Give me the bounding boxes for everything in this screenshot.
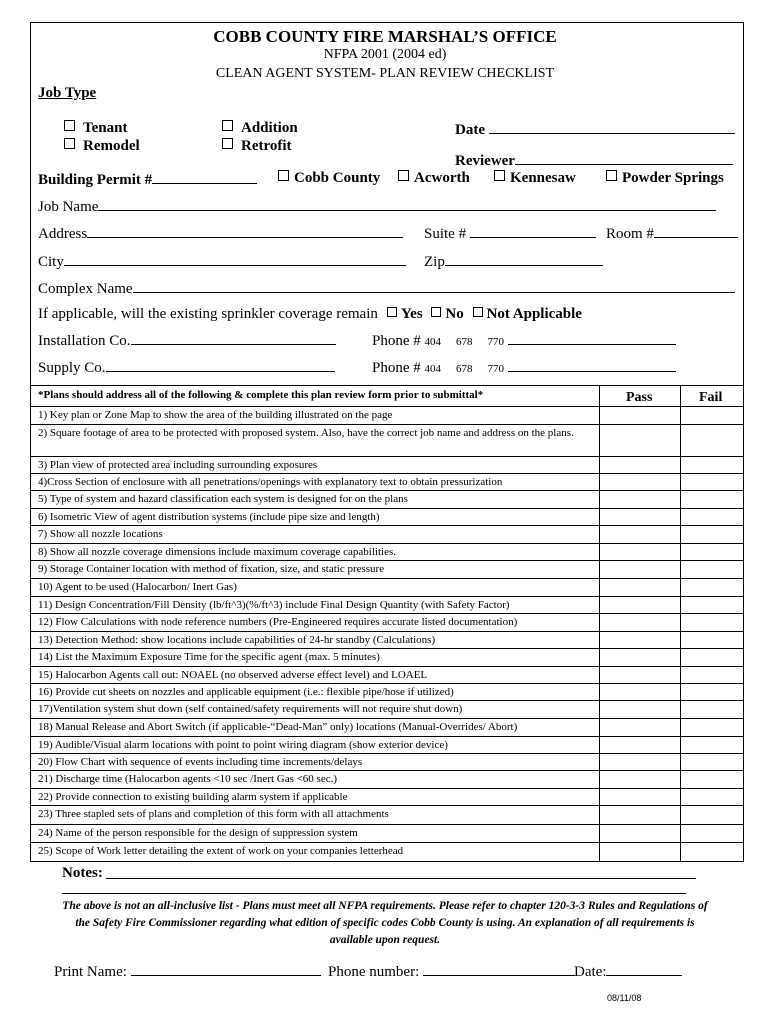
pass-cell[interactable] xyxy=(600,425,680,456)
checklist-item: 11) Design Concentration/Fill Density (lb/ft^3)(%/ft^3) include Final Design Quantity (with Safety Factor) xyxy=(38,599,510,611)
checklist-item: 16) Provide cut sheets on nozzles and applicable equipment (i.e.: flexible pipe/hose if utilized) xyxy=(38,686,454,698)
checkbox-icon xyxy=(222,120,233,131)
checklist-item: 14) List the Maximum Exposure Time for the specific agent (max. 5 minutes) xyxy=(38,651,380,663)
checklist-item: 17)Ventilation system shut down (self contained/safety requirements will not require shut down) xyxy=(38,703,463,715)
checklist-item: 13) Detection Method: show locations include capabilities of 24-hr standby (Calculations) xyxy=(38,634,436,646)
pass-cell[interactable] xyxy=(600,614,680,631)
complex-name-field[interactable]: Complex Name xyxy=(38,279,735,298)
jurisdiction-acworth[interactable]: Acworth xyxy=(398,170,470,187)
checklist-item: 24) Name of the person responsible for the design of suppression system xyxy=(38,827,358,839)
sprinkler-question: If applicable, will the existing sprinkler coverage remain xyxy=(38,306,378,322)
installation-co-field[interactable]: Installation Co. xyxy=(38,331,336,350)
pass-cell[interactable] xyxy=(600,474,680,490)
checkbox-icon xyxy=(222,138,233,149)
notes-line-1[interactable] xyxy=(106,878,696,879)
fail-cell[interactable] xyxy=(681,491,743,508)
fail-cell[interactable] xyxy=(681,684,743,700)
zip-field[interactable]: Zip xyxy=(424,252,603,271)
checklist-item: 7) Show all nozzle locations xyxy=(38,528,163,540)
pass-cell[interactable] xyxy=(600,719,680,736)
pass-cell[interactable] xyxy=(600,843,680,862)
checklist-item: 19) Audible/Visual alarm locations with point to point wiring diagram (show exterior device) xyxy=(38,739,448,751)
fail-cell[interactable] xyxy=(681,425,743,456)
pass-cell[interactable] xyxy=(600,684,680,700)
sprinkler-option-not-applicable[interactable]: Not Applicable xyxy=(468,306,582,322)
jurisdiction-cobb-county[interactable]: Cobb County xyxy=(278,170,380,187)
checkbox-icon xyxy=(606,170,617,181)
fail-cell[interactable] xyxy=(681,474,743,490)
fail-cell[interactable] xyxy=(681,457,743,473)
pass-cell[interactable] xyxy=(600,597,680,613)
pass-cell[interactable] xyxy=(600,825,680,842)
checklist-item: 4)Cross Section of enclosure with all penetrations/openings with explanatory text to obtain pressurization xyxy=(38,476,503,488)
checkbox-icon xyxy=(431,307,441,317)
fail-cell[interactable] xyxy=(681,754,743,770)
room-field[interactable]: Room # xyxy=(606,224,738,243)
pass-cell[interactable] xyxy=(600,457,680,473)
checkbox-icon xyxy=(398,170,409,181)
checklist-item: 2) Square footage of area to be protected with proposed system. Also, have the correct job name and address on the plans. xyxy=(38,427,574,439)
pass-cell[interactable] xyxy=(600,649,680,666)
pass-cell[interactable] xyxy=(600,789,680,805)
pass-cell[interactable] xyxy=(600,667,680,683)
pass-cell[interactable] xyxy=(600,754,680,770)
fail-cell[interactable] xyxy=(681,544,743,560)
revision-date: 08/11/08 xyxy=(607,993,642,1003)
fail-cell[interactable] xyxy=(681,407,743,424)
fail-cell[interactable] xyxy=(681,597,743,613)
supply-co-field[interactable]: Supply Co. xyxy=(38,358,335,377)
fail-cell[interactable] xyxy=(681,843,743,862)
fail-cell[interactable] xyxy=(681,526,743,543)
checklist-item: 12) Flow Calculations with node reference numbers (Pre-Engineered requires accurate listed documentation) xyxy=(38,616,518,628)
pass-cell[interactable] xyxy=(600,407,680,424)
checklist-item: 10) Agent to be used (Halocarbon/ Inert Gas) xyxy=(38,581,237,593)
fail-column-header: Fail xyxy=(699,390,723,405)
disclaimer: The above is not an all-inclusive list - Plans must meet all NFPA requirements. Please refer to chapter 120-3-3 Rules and Regulations of the Safety Fire Commissioner regarding what edition of specific codes Cobb County is using. An explanation of all requirements is available upon request. xyxy=(62,900,708,946)
address-field[interactable]: Address xyxy=(38,224,403,243)
pass-cell[interactable] xyxy=(600,509,680,525)
job-type-addition[interactable]: Addition xyxy=(222,120,298,137)
supply-phone-field[interactable]: Phone # 404 678 770 xyxy=(372,358,676,377)
fail-cell[interactable] xyxy=(681,737,743,753)
checklist-item: 18) Manual Release and Abort Switch (if applicable-“Dead-Man” only) locations (Manual-Overrides/ Abort) xyxy=(38,721,518,733)
checkbox-icon xyxy=(64,120,75,131)
fail-cell[interactable] xyxy=(681,579,743,596)
fail-cell[interactable] xyxy=(681,701,743,718)
checkbox-icon xyxy=(473,307,483,317)
fail-cell[interactable] xyxy=(681,667,743,683)
checklist-item: 23) Three stapled sets of plans and completion of this form with all attachments xyxy=(38,808,389,820)
job-type-label: Job Type xyxy=(38,85,97,101)
date-field[interactable]: Date xyxy=(455,120,735,139)
checklist-item: 20) Flow Chart with sequence of events including time increments/delays xyxy=(38,756,363,768)
suite-field[interactable]: Suite # xyxy=(424,224,596,243)
pass-cell[interactable] xyxy=(600,737,680,753)
checklist-item: 6) Isometric View of agent distribution systems (include pipe size and length) xyxy=(38,511,380,523)
checklist-header: *Plans should address all of the following & complete this plan review form prior to submittal* xyxy=(38,389,484,401)
checklist-item: 21) Discharge time (Halocarbon agents <10 sec /Inert Gas <60 sec.) xyxy=(38,773,338,785)
fail-cell[interactable] xyxy=(681,771,743,788)
pass-cell[interactable] xyxy=(600,579,680,596)
fail-cell[interactable] xyxy=(681,649,743,666)
office-title: COBB COUNTY FIRE MARSHAL’S OFFICE xyxy=(213,27,557,46)
city-field[interactable]: City xyxy=(38,252,406,271)
standard-reference: NFPA 2001 (2004 ed) xyxy=(323,47,447,62)
job-type-tenant[interactable]: Tenant xyxy=(64,120,127,137)
sprinkler-options xyxy=(382,306,582,323)
fail-cell[interactable] xyxy=(681,806,743,824)
pass-cell[interactable] xyxy=(600,632,680,648)
pass-cell[interactable] xyxy=(600,526,680,543)
fail-cell[interactable] xyxy=(681,561,743,578)
installation-phone-field[interactable]: Phone # 404 678 770 xyxy=(372,331,676,350)
sprinkler-option-no[interactable]: No xyxy=(426,306,463,322)
checklist-item: 15) Halocarbon Agents call out: NOAEL (no observed adverse effect level) and LOAEL xyxy=(38,669,428,681)
reviewer-field[interactable]: Reviewer xyxy=(455,151,733,170)
building-permit-field[interactable]: Building Permit # xyxy=(38,170,257,189)
notes-line-2[interactable] xyxy=(62,893,686,894)
print-name-field[interactable]: Print Name: xyxy=(54,962,321,981)
checklist-item: 3) Plan view of protected area including surrounding exposures xyxy=(38,459,318,471)
checkbox-icon xyxy=(387,307,397,317)
fail-cell[interactable] xyxy=(681,509,743,525)
pass-cell[interactable] xyxy=(600,806,680,824)
footer-date-field[interactable]: Date: xyxy=(574,962,682,981)
fail-cell[interactable] xyxy=(681,789,743,805)
phone-number-field[interactable]: Phone number: xyxy=(328,962,575,981)
checkbox-icon xyxy=(494,170,505,181)
checklist-item: 25) Scope of Work letter detailing the extent of work on your companies letterhead xyxy=(38,845,404,857)
checklist-item: 5) Type of system and hazard classification each system is designed for on the plans xyxy=(38,493,408,505)
job-type-retrofit[interactable]: Retrofit xyxy=(222,138,292,155)
fail-cell[interactable] xyxy=(681,632,743,648)
pass-cell[interactable] xyxy=(600,701,680,718)
form-title: CLEAN AGENT SYSTEM- PLAN REVIEW CHECKLIST xyxy=(215,66,555,81)
pass-cell[interactable] xyxy=(600,491,680,508)
job-type-remodel[interactable]: Remodel xyxy=(64,138,140,155)
jurisdiction-kennesaw[interactable]: Kennesaw xyxy=(494,170,576,187)
notes-label: Notes: xyxy=(62,865,103,881)
checkbox-icon xyxy=(64,138,75,149)
pass-column-header: Pass xyxy=(626,390,653,405)
job-name-field[interactable]: Job Name xyxy=(38,197,716,216)
checklist-item: 9) Storage Container location with method of fixation, size, and static pressure xyxy=(38,563,385,575)
pass-cell[interactable] xyxy=(600,561,680,578)
pass-cell[interactable] xyxy=(600,544,680,560)
checklist-item: 1) Key plan or Zone Map to show the area of the building illustrated on the page xyxy=(38,409,393,421)
fail-cell[interactable] xyxy=(681,825,743,842)
jurisdiction-powder-springs[interactable]: Powder Springs xyxy=(606,170,724,187)
sprinkler-option-yes[interactable]: Yes xyxy=(382,306,423,322)
checkbox-icon xyxy=(278,170,289,181)
fail-cell[interactable] xyxy=(681,719,743,736)
pass-cell[interactable] xyxy=(600,771,680,788)
fail-cell[interactable] xyxy=(681,614,743,631)
checklist-item: 8) Show all nozzle coverage dimensions include maximum coverage capabilities. xyxy=(38,546,396,558)
checklist-item: 22) Provide connection to existing building alarm system if applicable xyxy=(38,791,348,803)
table-top-border xyxy=(30,385,744,386)
